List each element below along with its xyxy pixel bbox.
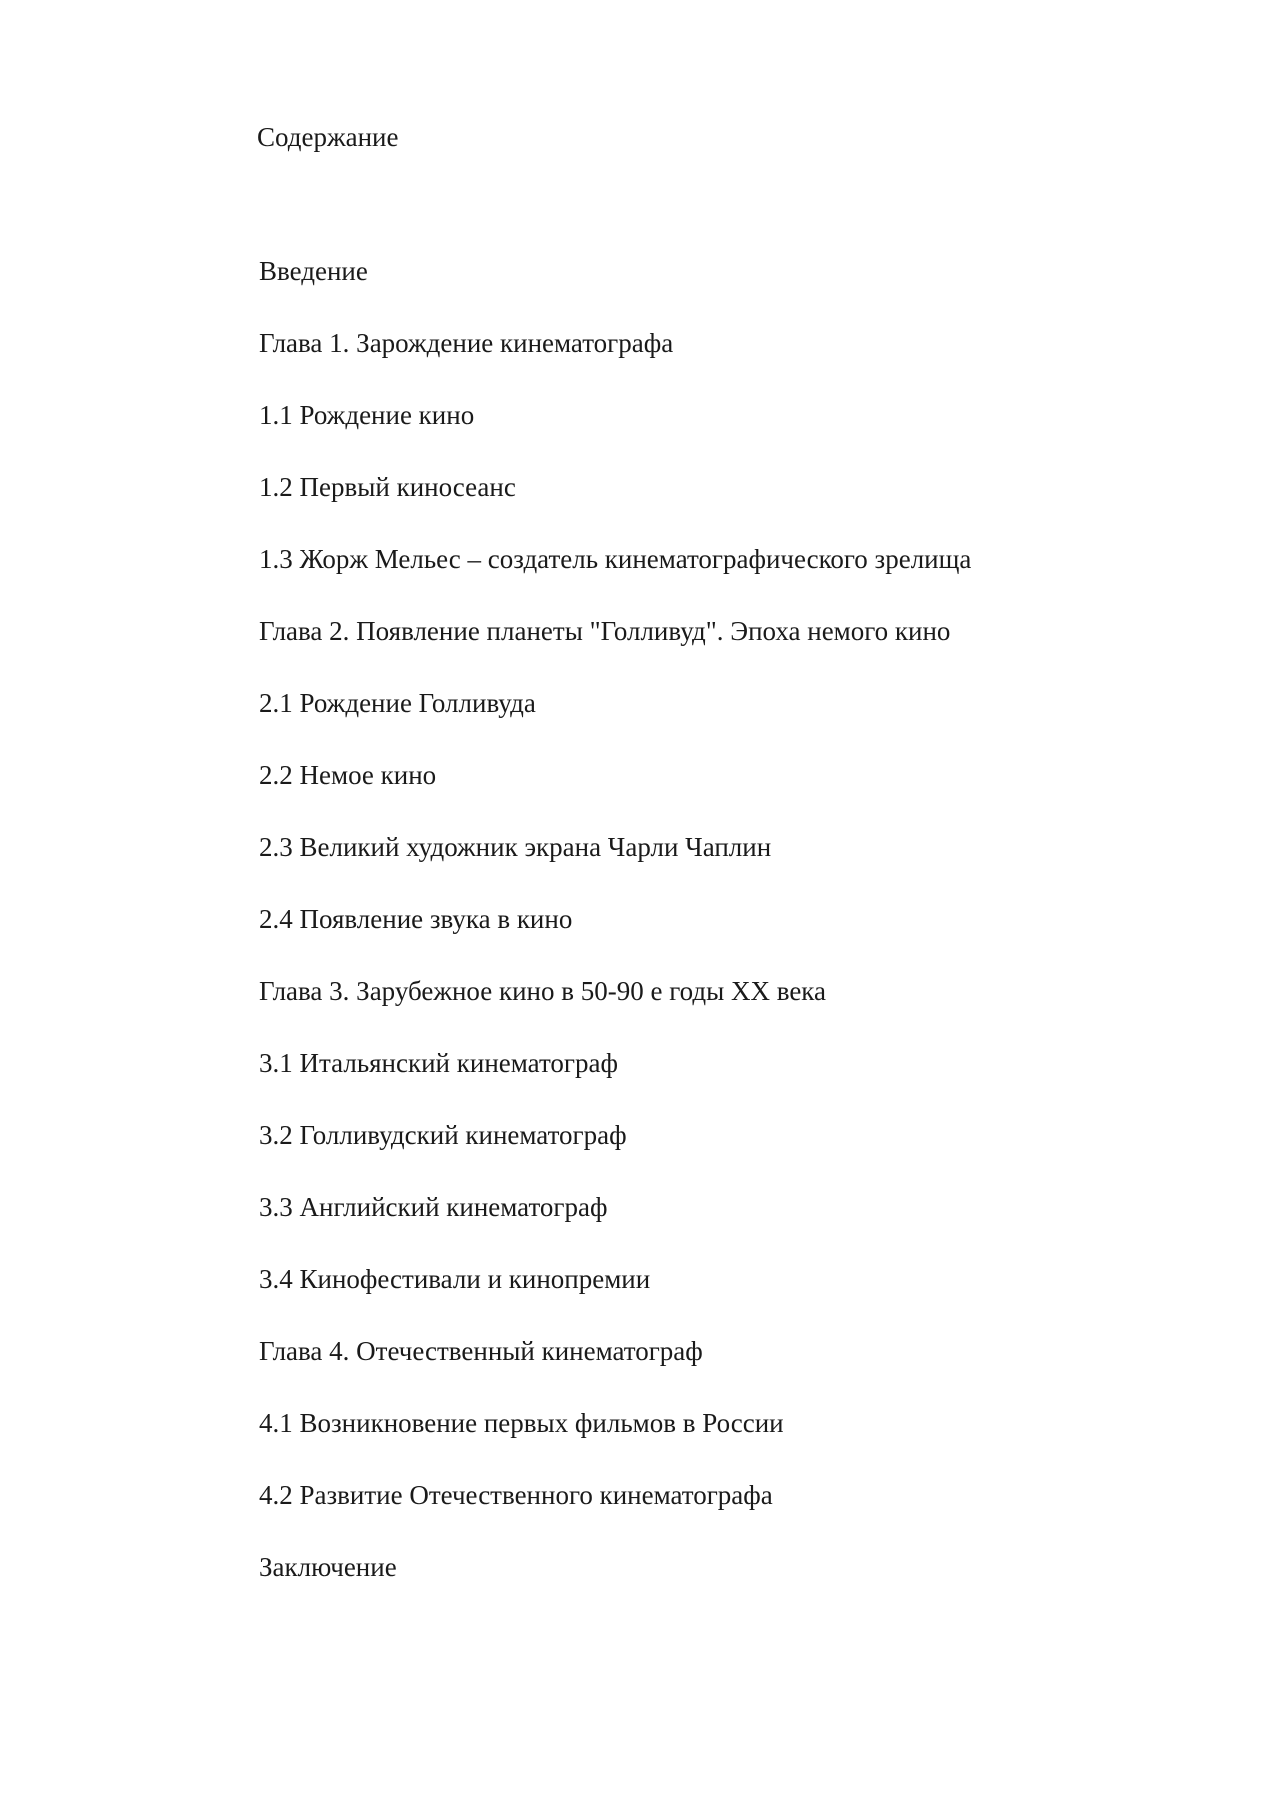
toc-entry: 1.1 Рождение кино [259,400,475,430]
toc-entry: Глава 2. Появление планеты "Голливуд". Эпоха немого кино [259,616,951,646]
toc-entry: 3.4 Кинофестивали и кинопремии [259,1264,651,1294]
toc-entry: 4.1 Возникновение первых фильмов в России [259,1408,784,1438]
toc-entry: Глава 3. Зарубежное кино в 50-90 е годы XX века [259,976,826,1006]
page-title: Содержание [257,122,399,152]
toc-entry: 1.2 Первый киносеанс [259,472,516,502]
toc-entry: Заключение [259,1552,397,1582]
toc-entry: 2.2 Немое кино [259,760,437,790]
toc-entry: Введение [259,256,368,286]
toc-entry: Глава 1. Зарождение кинематографа [259,328,674,358]
toc-entry: 2.4 Появление звука в кино [259,904,573,934]
toc-entry: 1.3 Жорж Мельес – создатель кинематографического зрелища [259,544,972,574]
toc-entry: 2.1 Рождение Голливуда [259,688,536,718]
toc-entry: 4.2 Развитие Отечественного кинематографа [259,1480,773,1510]
toc-entry: 3.1 Итальянский кинематограф [259,1048,618,1078]
table-of-contents [259,254,971,1622]
toc-entry: Глава 4. Отечественный кинематограф [259,1336,703,1366]
toc-entry: 2.3 Великий художник экрана Чарли Чаплин [259,832,772,862]
toc-entry: 3.2 Голливудский кинематограф [259,1120,627,1150]
toc-entry: 3.3 Английский кинематограф [259,1192,608,1222]
